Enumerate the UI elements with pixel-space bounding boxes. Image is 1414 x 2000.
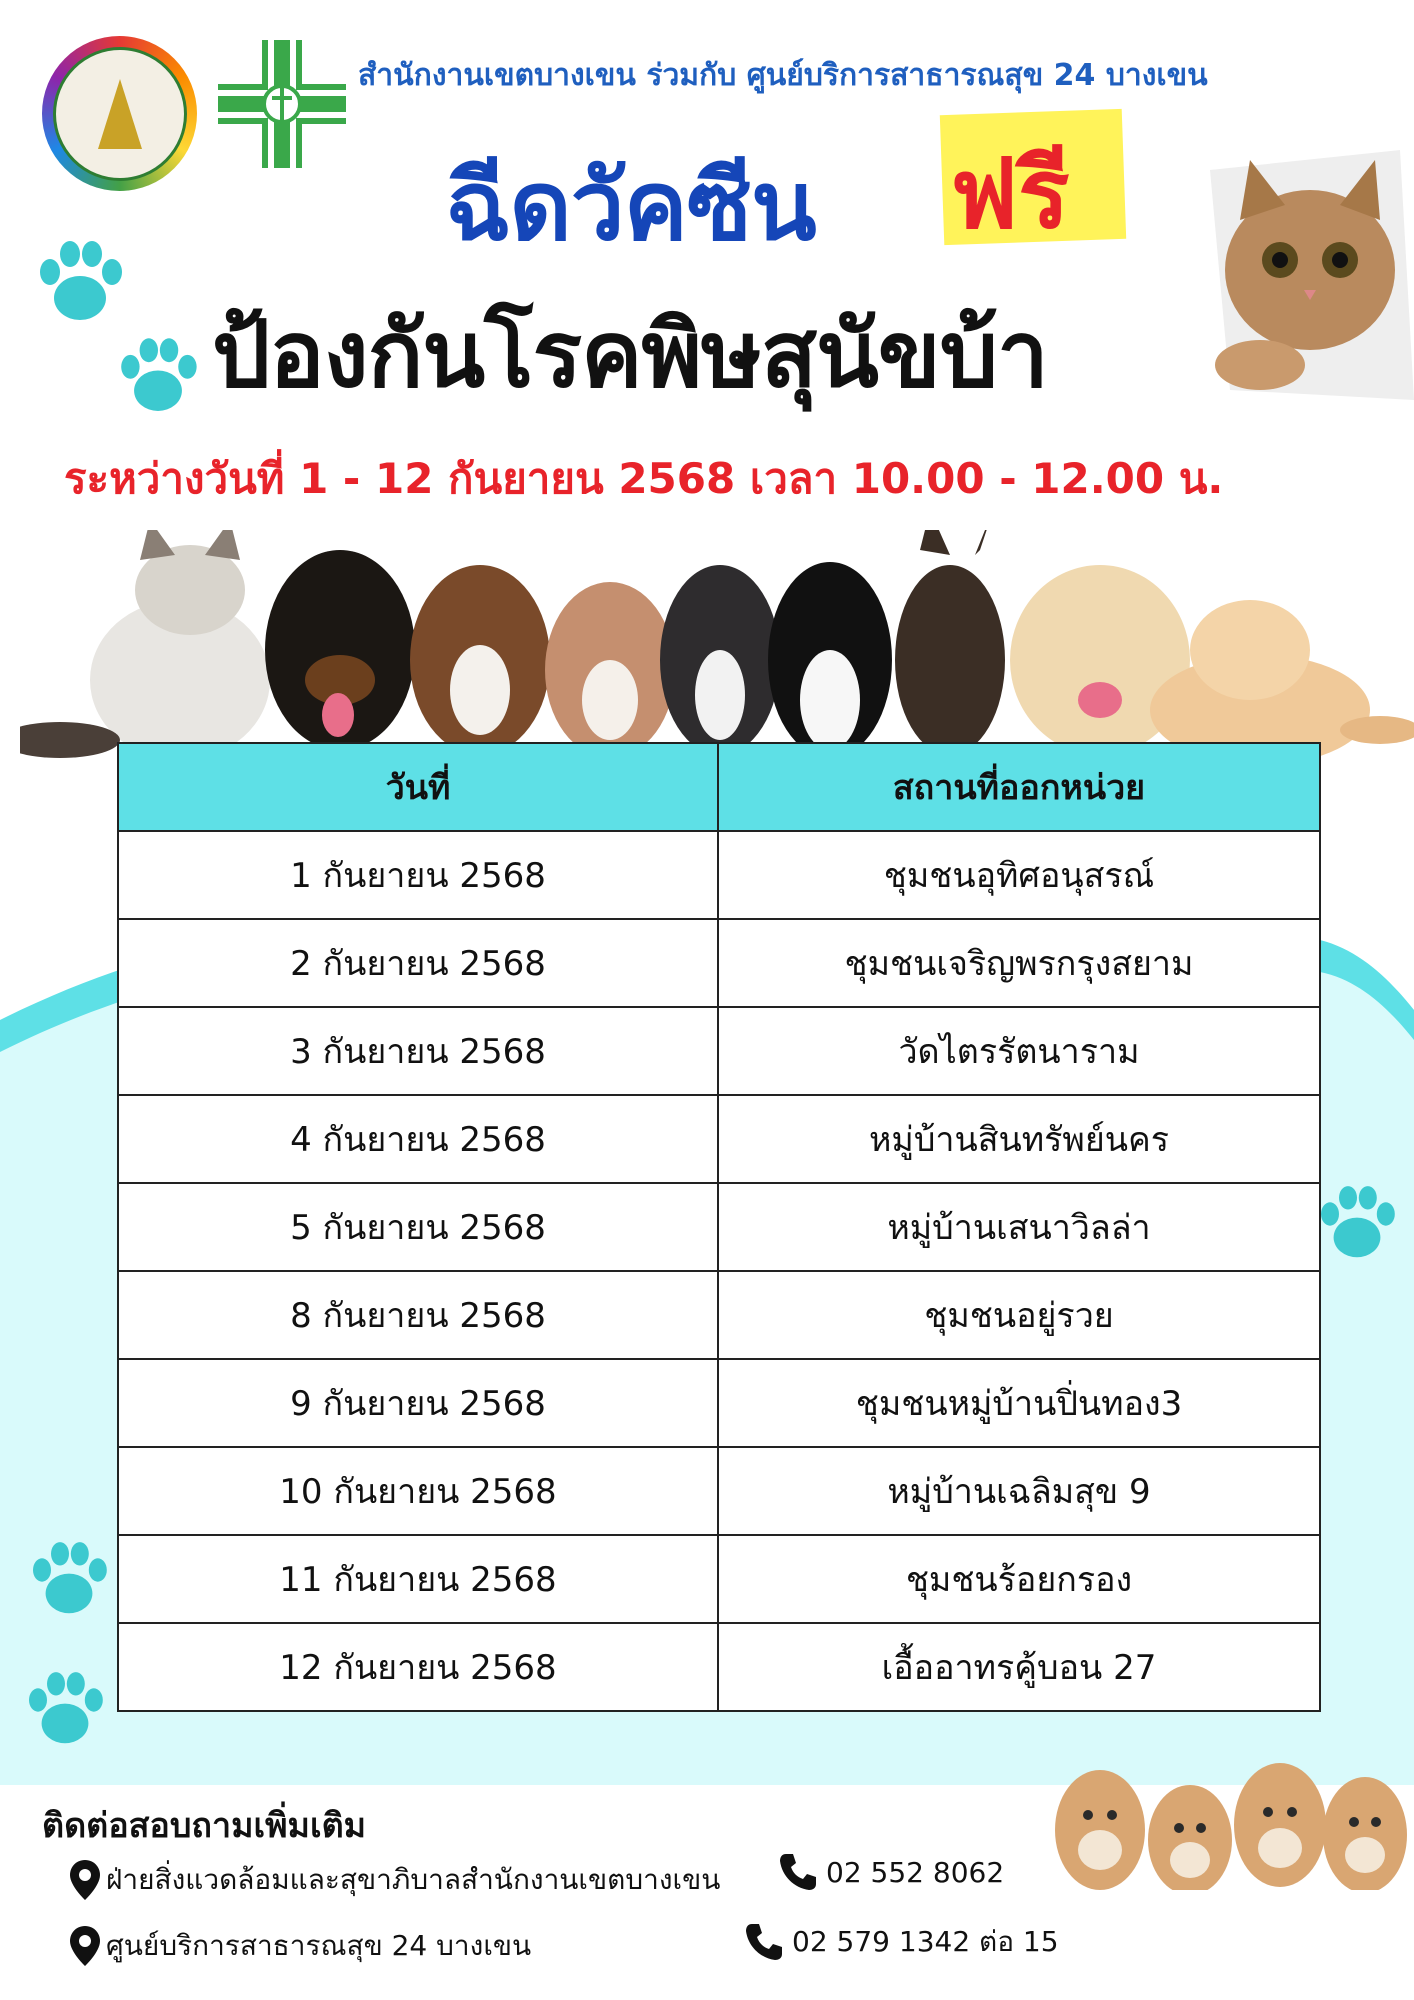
date-cell: 4 กันยายน 2568 — [118, 1095, 718, 1183]
place-2-text: ศูนย์บริการสาธารณสุข 24 บางเขน — [106, 1929, 532, 1962]
table-row — [118, 1183, 1320, 1271]
contact-phone-2 — [744, 1920, 1059, 1964]
location-cell: หมู่บ้านสินทรัพย์นคร — [718, 1095, 1320, 1183]
date-cell: 12 กันยายน 2568 — [118, 1623, 718, 1711]
location-cell: ชุมชนอยู่รวย — [718, 1271, 1320, 1359]
paw-icon — [30, 232, 130, 332]
table-row — [118, 919, 1320, 1007]
paw-icon — [112, 330, 204, 422]
kittens-image — [1040, 1720, 1414, 1890]
contact-place-1 — [70, 1858, 720, 1902]
contact-title: ติดต่อสอบถามเพิ่มเติม — [42, 1806, 367, 1846]
page-title: ฉีดวัคซีน — [445, 150, 816, 262]
table-header-row — [118, 743, 1320, 831]
date-cell: 3 กันยายน 2568 — [118, 1007, 718, 1095]
table-row — [118, 1447, 1320, 1535]
table-row — [118, 1095, 1320, 1183]
date-cell: 10 กันยายน 2568 — [118, 1447, 718, 1535]
paw-icon — [24, 1534, 114, 1624]
date-cell: 5 กันยายน 2568 — [118, 1183, 718, 1271]
page-subtitle: ป้องกันโรคพิษสุนัขบ้า — [212, 301, 1048, 408]
cross-logo-icon — [218, 40, 346, 168]
date-cell: 11 กันยายน 2568 — [118, 1535, 718, 1623]
table-row — [118, 1271, 1320, 1359]
date-cell: 9 กันยายน 2568 — [118, 1359, 718, 1447]
location-pin-icon — [70, 1926, 100, 1966]
column-header-date: วันที่ — [118, 743, 718, 831]
location-cell: ชุมชนเจริญพรกรุงสยาม — [718, 919, 1320, 1007]
cat-image — [1200, 150, 1414, 400]
location-cell: ชุมชนร้อยกรอง — [718, 1535, 1320, 1623]
paw-icon — [1312, 1178, 1402, 1268]
location-cell: เอื้ออาทรคู้บอน 27 — [718, 1623, 1320, 1711]
phone-2-text: 02 579 1342 ต่อ 15 — [792, 1925, 1059, 1958]
pets-banner-image — [20, 530, 1414, 760]
date-cell: 8 กันยายน 2568 — [118, 1271, 718, 1359]
date-cell: 2 กันยายน 2568 — [118, 919, 718, 1007]
contact-phone-1 — [778, 1852, 1004, 1892]
free-label: ฟรี — [950, 138, 1070, 250]
date-time-line: ระหว่างวันที่ 1 - 12 กันยายน 2568 เวลา 10.00 - 12.00 น. — [64, 454, 1224, 503]
date-cell: 1 กันยายน 2568 — [118, 831, 718, 919]
table-row — [118, 831, 1320, 919]
district-seal-logo — [42, 36, 197, 191]
location-cell: ชุมชนหมู่บ้านปิ่นทอง3 — [718, 1359, 1320, 1447]
phone-icon — [744, 1922, 784, 1962]
phone-1-text: 02 552 8062 — [826, 1855, 1005, 1889]
table-row — [118, 1007, 1320, 1095]
column-header-location: สถานที่ออกหน่วย — [718, 743, 1320, 831]
table-row — [118, 1623, 1320, 1711]
schedule-table — [117, 742, 1321, 1712]
organizer-line: สำนักงานเขตบางเขน ร่วมกับ ศูนย์บริการสาธารณสุข 24 บางเขน — [358, 58, 1208, 93]
phone-icon — [778, 1852, 818, 1892]
location-cell: วัดไตรรัตนาราม — [718, 1007, 1320, 1095]
table-row — [118, 1535, 1320, 1623]
table-row — [118, 1359, 1320, 1447]
paw-icon — [20, 1664, 110, 1754]
contact-place-2 — [70, 1924, 531, 1968]
place-1-text: ฝ่ายสิ่งแวดล้อมและสุขาภิบาลสำนักงานเขตบางเขน — [106, 1863, 721, 1896]
location-cell: หมู่บ้านเสนาวิลล่า — [718, 1183, 1320, 1271]
location-pin-icon — [70, 1860, 100, 1900]
location-cell: ชุมชนอุทิศอนุสรณ์ — [718, 831, 1320, 919]
location-cell: หมู่บ้านเฉลิมสุข 9 — [718, 1447, 1320, 1535]
